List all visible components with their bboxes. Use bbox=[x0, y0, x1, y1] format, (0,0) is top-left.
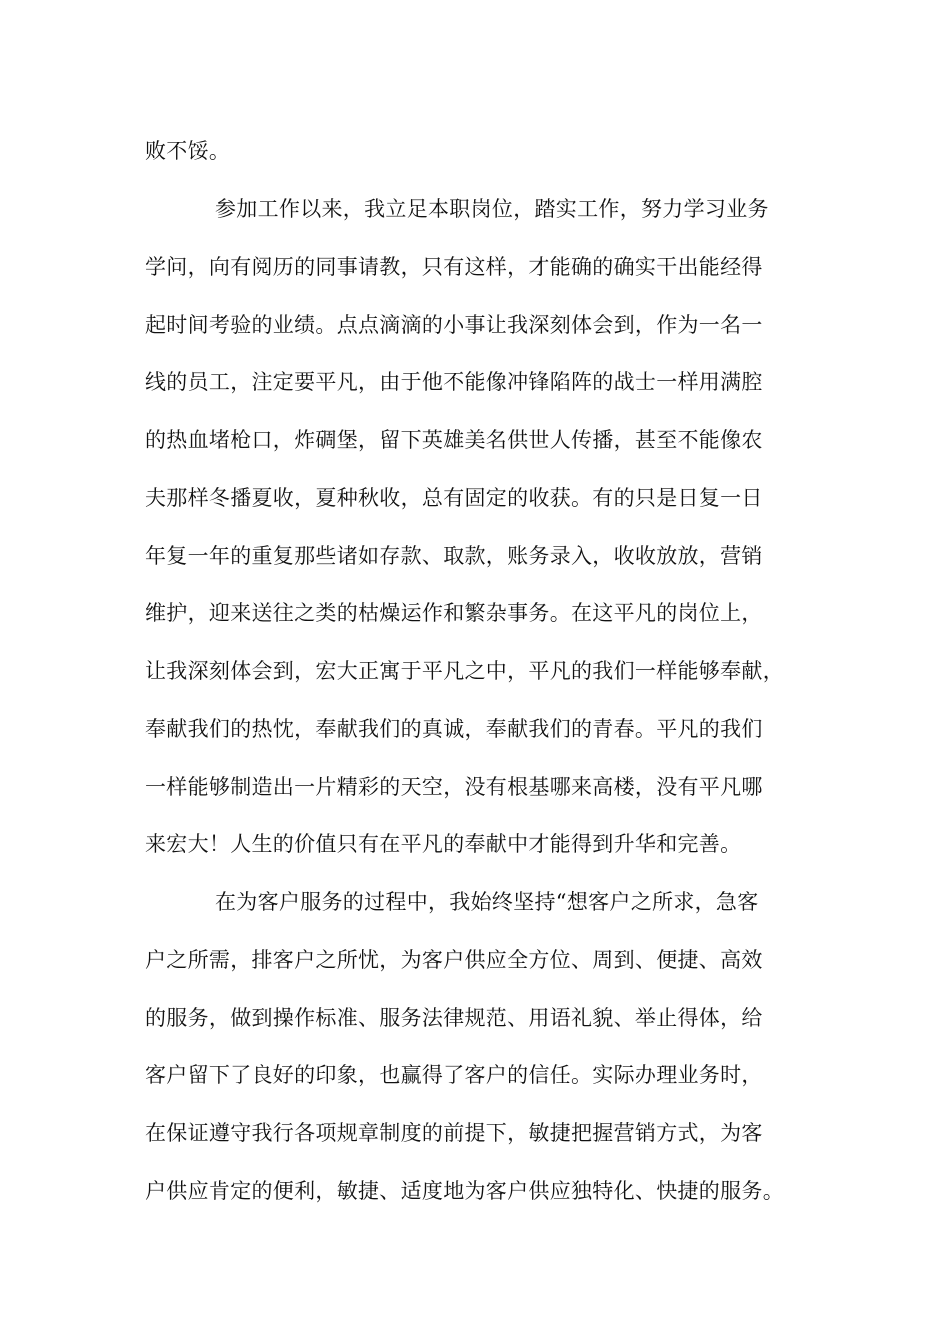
text-line: 的服务，做到操作标准、服务法律规范、用语礼貌、举止得体，给 bbox=[145, 1006, 763, 1030]
text-line: 在保证遵守我行各项规章制度的前提下，敏捷把握营销方式，为客 bbox=[145, 1121, 763, 1145]
paragraph-first-line: 参加工作以来，我立足本职岗位，踏实工作，努力学习业务 bbox=[215, 197, 769, 221]
paragraph-first-line: 在为客户服务的过程中，我始终坚持“想客户之所求，急客 bbox=[215, 890, 759, 914]
text-line: 线的员工，注定要平凡，由于他不能像冲锋陷阵的战士一样用满腔 bbox=[145, 370, 763, 394]
text-line: 夫那样冬播夏收，夏种秋收，总有固定的收获。有的只是日复一日 bbox=[145, 486, 763, 510]
text-line: 客户留下了良好的印象，也赢得了客户的信任。实际办理业务时， bbox=[145, 1063, 763, 1087]
text-line: 维护，迎来送往之类的枯燥运作和繁杂事务。在这平凡的岗位上， bbox=[145, 601, 763, 625]
text-line: 败不馁。 bbox=[145, 139, 231, 163]
text-line: 起时间考验的业绩。点点滴滴的小事让我深刻体会到，作为一名一 bbox=[145, 313, 763, 337]
text-line: 让我深刻体会到，宏大正寓于平凡之中，平凡的我们一样能够奉献， bbox=[145, 659, 784, 683]
text-line: 一样能够制造出一片精彩的天空，没有根基哪来高楼，没有平凡哪 bbox=[145, 775, 763, 799]
text-line: 户之所需，排客户之所忧，为客户供应全方位、周到、便捷、高效 bbox=[145, 948, 763, 972]
text-line: 年复一年的重复那些诸如存款、取款，账务录入，收收放放，营销 bbox=[145, 544, 763, 568]
text-line: 户供应肯定的便利，敏捷、适度地为客户供应独特化、快捷的服务。 bbox=[145, 1179, 784, 1203]
text-line: 的热血堵枪口，炸碉堡，留下英雄美名供世人传播，甚至不能像农 bbox=[145, 428, 763, 452]
text-line: 奉献我们的热忱，奉献我们的真诚，奉献我们的青春。平凡的我们 bbox=[145, 717, 763, 741]
text-line: 来宏大！人生的价值只有在平凡的奉献中才能得到升华和完善。 bbox=[145, 832, 742, 856]
text-line: 学问，向有阅历的同事请教，只有这样，才能确的确实干出能经得 bbox=[145, 255, 763, 279]
